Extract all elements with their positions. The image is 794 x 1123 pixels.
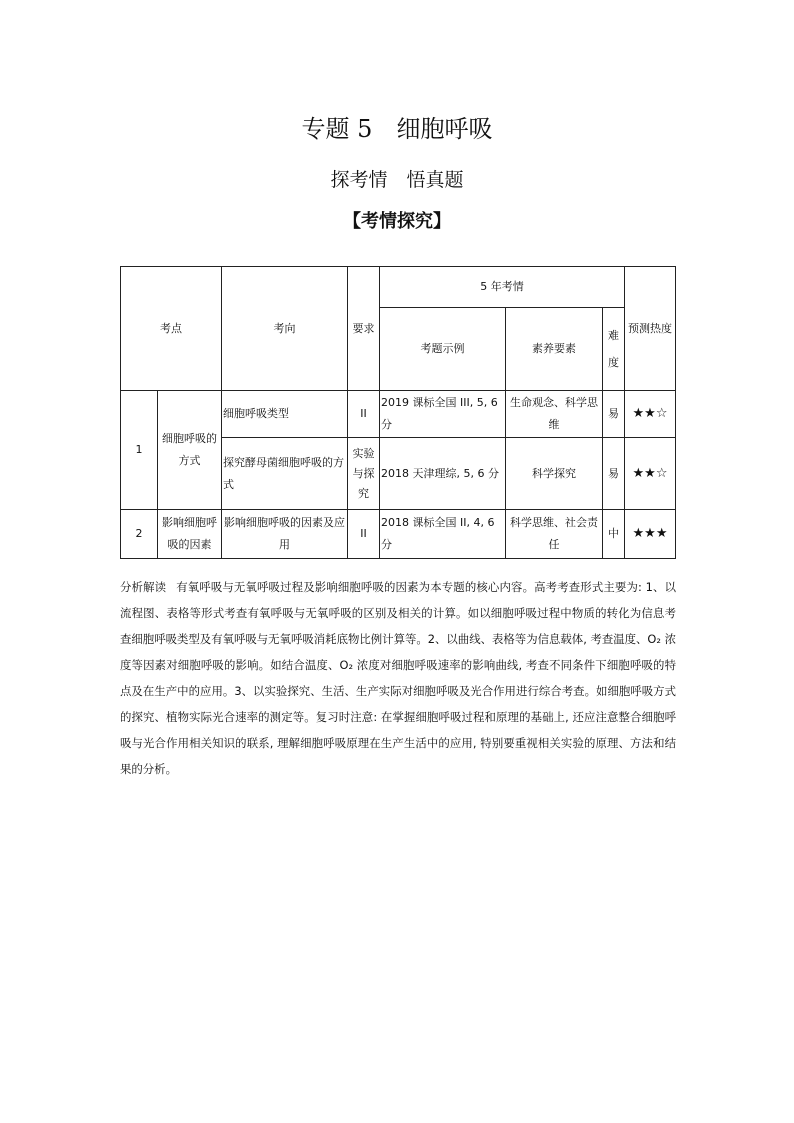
row2-yaoqiu: 实验与探究 <box>348 438 380 510</box>
row1-stars: ★★☆ <box>625 391 676 438</box>
section-heading: 【考情探究】 <box>343 211 451 232</box>
row3-kaodian: 影响细胞呼吸的因素 <box>158 510 222 559</box>
analysis-label: 分析解读 <box>120 580 167 594</box>
row2-example: 2018 天津理综, 5, 6 分 <box>380 438 506 510</box>
row1-kaoxiang: 细胞呼吸类型 <box>222 391 348 438</box>
header-kaodian: 考点 <box>121 267 222 391</box>
page-subtitle: 探考情 悟真题 <box>330 169 464 191</box>
row3-index: 2 <box>121 510 158 559</box>
analysis-text: 有氧呼吸与无氧呼吸过程及影响细胞呼吸的因素为本专题的核心内容。高考考查形式主要为: 1、以流程图、表格等形式考查有氧呼吸与无氧呼吸的区别及相关的计算。如以细胞呼吸过程中物质的转化为信息考查细胞呼吸类型及有氧呼吸与无氧呼吸消耗底物比例计算等。2、以曲线、表格等为信息载体, 考查温度、O₂ 浓度等因素对细胞呼吸的影响。如结合温度、O₂ 浓度对细胞呼吸速率的影响曲线, 考查不同条件下细胞呼吸的特点及在生产中的应用。3、以实验探究、生活、生产实际对细胞呼吸及光合作用进行综合考查。如细胞呼吸方式的探究、植物实际光合速率的测定等。复习时注意: 在掌握细胞呼吸过程和原理的基础上, 还应注意整合细胞呼吸与光合作用相关知识的联系, 理解细胞呼吸原理在生产生活中的应用, 特别要重视相关实验的原理、方法和结果的分析。 <box>120 580 676 776</box>
row1-kaodian: 细胞呼吸的方式 <box>158 391 222 510</box>
row3-kaoxiang: 影响细胞呼吸的因素及应用 <box>222 510 348 559</box>
row1-suyang: 生命观念、科学思维 <box>506 391 603 438</box>
row1-nandu: 易 <box>603 391 625 438</box>
row2-suyang: 科学探究 <box>506 438 603 510</box>
analysis-paragraph <box>120 574 676 782</box>
header-yuce: 预测热度 <box>625 267 676 391</box>
row2-stars: ★★☆ <box>625 438 676 510</box>
row1-yaoqiu: II <box>348 391 380 438</box>
row1-example: 2019 课标全国 III, 5, 6 分 <box>380 391 506 438</box>
exam-analysis-table <box>120 266 676 559</box>
row3-yaoqiu: II <box>348 510 380 559</box>
header-kaoxiang: 考向 <box>222 267 348 391</box>
row2-nandu: 易 <box>603 438 625 510</box>
row3-suyang: 科学思维、社会责任 <box>506 510 603 559</box>
row2-kaoxiang: 探究酵母菌细胞呼吸的方式 <box>222 438 348 510</box>
row3-example: 2018 课标全国 II, 4, 6 分 <box>380 510 506 559</box>
row3-stars: ★★★ <box>625 510 676 559</box>
header-example: 考题示例 <box>380 308 506 391</box>
page-title: 专题 5 细胞呼吸 <box>301 115 493 143</box>
header-five-year: 5 年考情 <box>380 267 625 308</box>
row1-index: 1 <box>121 391 158 510</box>
header-nandu: 难度 <box>603 308 625 391</box>
row3-nandu: 中 <box>603 510 625 559</box>
header-suyang: 素养要素 <box>506 308 603 391</box>
header-yaoqiu: 要求 <box>348 267 380 391</box>
